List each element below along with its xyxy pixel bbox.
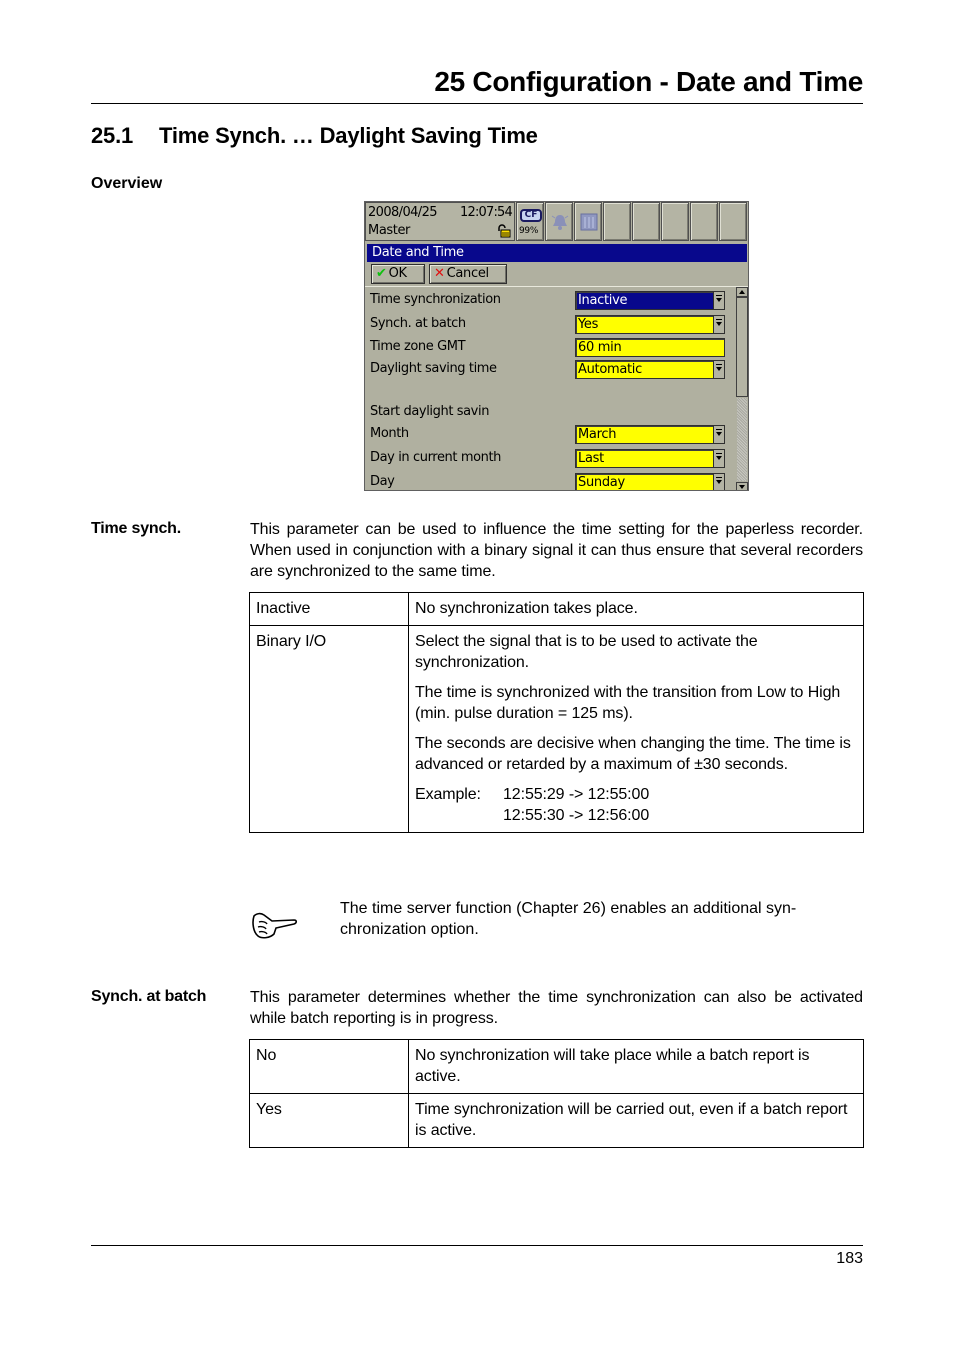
overview-label: Overview — [91, 175, 163, 192]
scroll-thumb[interactable] — [736, 297, 748, 397]
example-lines — [503, 784, 649, 826]
time-synch-label: Time synch. — [91, 520, 181, 537]
dropdown-arrow-icon[interactable] — [713, 474, 724, 491]
note-text: The time server function (Chapter 26) enables an additional syn-chronization option. — [340, 900, 797, 938]
page-number: 183 — [836, 1250, 863, 1267]
device-screen — [364, 201, 749, 491]
table-row — [250, 1094, 864, 1148]
section-number: 25.1 — [91, 123, 134, 148]
table-row — [250, 593, 864, 626]
toolbar-slot-5[interactable] — [719, 202, 747, 241]
time-synch-options-table — [249, 592, 864, 833]
label-day-in-current-month: Day in current month — [370, 450, 502, 465]
label-time-synchronization: Time synchronization — [370, 292, 501, 307]
day-in-current-month-select[interactable] — [575, 449, 725, 468]
synch-at-batch-select[interactable] — [575, 315, 725, 334]
toolbar-slot-3[interactable] — [661, 202, 689, 241]
chapter-rule — [91, 103, 863, 104]
chapter-title: 25 Configuration - Date and Time — [434, 66, 863, 97]
alarm-bell-icon — [551, 212, 569, 232]
checkmark-icon: ✔ — [376, 266, 387, 281]
status-date: 2008/04/25 — [368, 205, 437, 220]
dropdown-arrow-icon[interactable] — [713, 426, 724, 443]
dropdown-arrow-icon[interactable] — [713, 292, 724, 309]
option-name: Yes — [250, 1094, 409, 1148]
option-description: No synchronization will take place while a batch report is active. — [409, 1040, 864, 1094]
select-value: Sunday — [578, 475, 625, 490]
dropdown-arrow-icon[interactable] — [713, 316, 724, 333]
example-block — [415, 784, 857, 826]
time-synch-description: This parameter can be used to influence the time setting for the paperless recorder. When used in conjunction with a binary signal it can thus ensure that several recorders are synchronized to the same time. — [250, 521, 863, 580]
ok-label: OK — [388, 266, 407, 281]
ok-button[interactable] — [371, 264, 425, 284]
synch-at-batch-label: Synch. at batch — [91, 988, 207, 1005]
select-value: March — [578, 427, 617, 442]
batch-button[interactable] — [574, 202, 602, 241]
option-name: Inactive — [250, 593, 409, 626]
synch-at-batch-description: This parameter determines whether the time synchronization can also be activated while batch reporting is in progress. — [250, 989, 863, 1027]
select-value: Automatic — [578, 362, 642, 377]
time-zone-gmt-input[interactable] — [575, 338, 725, 357]
example-label: Example: — [415, 786, 481, 803]
cf-card-status[interactable] — [516, 202, 544, 241]
label-start-daylight-saving: Start daylight savin — [370, 404, 490, 419]
scroll-up-arrow-icon[interactable] — [736, 287, 748, 297]
daylight-saving-time-select[interactable] — [575, 360, 725, 379]
month-select[interactable] — [575, 425, 725, 444]
section-title-text: Time Synch. … Daylight Saving Time — [159, 123, 538, 148]
select-value: Inactive — [578, 293, 628, 308]
select-value: Yes — [578, 317, 599, 332]
option-name: Binary I/O — [250, 626, 409, 833]
option-description — [409, 626, 864, 833]
status-time: 12:07:54 — [460, 205, 512, 220]
example-line: 12:55:30 -> 12:56:00 — [503, 807, 650, 824]
cf-card-icon: CF — [520, 209, 542, 222]
description-paragraph: The seconds are decisive when changing the time. The time is advanced or retarded by a maximum of ±30 seconds. — [415, 735, 851, 773]
toolbar-slot-4[interactable] — [690, 202, 718, 241]
footer-rule — [91, 1245, 863, 1246]
option-description: Time synchronization will be carried out, even if a batch report is active. — [409, 1094, 864, 1148]
select-value: Last — [578, 451, 604, 466]
cancel-button[interactable] — [429, 264, 507, 284]
description-paragraph: The time is synchronized with the transition from Low to High (min. pulse duration = 125 ms). — [415, 684, 841, 722]
input-value: 60 min — [578, 340, 622, 355]
batch-report-icon — [580, 212, 598, 232]
label-synch-at-batch: Synch. at batch — [370, 316, 466, 331]
scroll-down-arrow-icon[interactable] — [736, 482, 748, 491]
pointing-hand-icon — [250, 910, 298, 940]
dialog-title: Date and Time — [367, 244, 747, 262]
toolbar-divider — [365, 286, 749, 287]
label-month: Month — [370, 426, 409, 441]
toolbar-slot-1[interactable] — [603, 202, 631, 241]
section-title — [91, 123, 538, 149]
cross-icon: ✕ — [434, 266, 445, 281]
unlocked-padlock-icon — [497, 224, 511, 238]
dropdown-arrow-icon[interactable] — [713, 361, 724, 378]
vertical-scrollbar[interactable] — [736, 287, 748, 491]
dropdown-arrow-icon[interactable] — [713, 450, 724, 467]
label-daylight-saving-time: Daylight saving time — [370, 361, 497, 376]
description-paragraph: No synchronization takes place. — [415, 600, 638, 617]
scroll-track[interactable] — [737, 398, 747, 481]
alarm-button[interactable] — [545, 202, 573, 241]
status-user: Master — [368, 223, 410, 238]
toolbar-slot-2[interactable] — [632, 202, 660, 241]
option-name: No — [250, 1040, 409, 1094]
example-line: 12:55:29 -> 12:55:00 — [503, 786, 650, 803]
table-row — [250, 1040, 864, 1094]
option-description — [409, 593, 864, 626]
time-synchronization-select[interactable] — [575, 291, 725, 310]
table-row — [250, 626, 864, 833]
cancel-label: Cancel — [446, 266, 489, 281]
synch-at-batch-options-table — [249, 1039, 864, 1148]
description-paragraph: Select the signal that is to be used to activate the synchronization. — [415, 633, 758, 671]
label-time-zone-gmt: Time zone GMT — [370, 339, 466, 354]
cf-card-percent: 99% — [519, 226, 539, 236]
status-panel — [365, 202, 515, 241]
label-day: Day — [370, 474, 395, 489]
day-select[interactable] — [575, 473, 725, 491]
